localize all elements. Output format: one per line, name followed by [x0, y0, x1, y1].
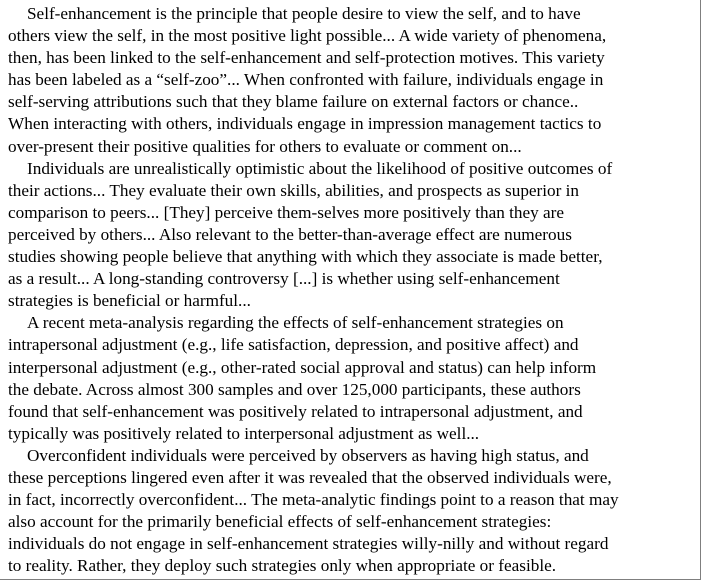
text-line: typically was positively related to interpersonal adjustment as well... — [8, 423, 480, 443]
text-line: intrapersonal adjustment (e.g., life satisfaction, depression, and positive affect) and — [8, 335, 579, 355]
text-line: Self-enhancement is the principle that people desire to view the self, and to have — [27, 4, 581, 23]
text-line: their actions... They evaluate their own skills, abilities, and prospects as superior in — [8, 180, 580, 200]
text-line: Overconfident individuals were perceived by observers as having high status, and — [27, 445, 589, 465]
text-line: in fact, incorrectly overconfident... The meta-analytic findings point to a reason that may — [8, 490, 619, 510]
text-line: found that self-enhancement was positively related to intrapersonal adjustment, and — [8, 401, 583, 421]
text-line: the debate. Across almost 300 samples and over 125,000 participants, these authors — [8, 379, 581, 399]
text-line: interpersonal adjustment (e.g., other-rated social approval and status) can help inform — [8, 357, 597, 377]
text-line: self-serving attributions such that they blame failure on external factors or chance.. — [8, 92, 579, 112]
paragraph-1 — [8, 3, 694, 158]
text-line: A recent meta-analysis regarding the effects of self-enhancement strategies on — [27, 313, 564, 333]
text-line: has been labeled as a “self-zoo”... When confronted with failure, individuals engage in — [8, 70, 604, 90]
text-line: then, has been linked to the self-enhancement and self-protection motives. This variety — [8, 48, 605, 68]
paragraph-4 — [8, 445, 694, 578]
paragraph-2 — [8, 158, 694, 313]
text-line: When interacting with others, individuals engage in impression management tactics to — [8, 114, 602, 134]
text-line: individuals do not engage in self-enhancement strategies willy-nilly and without regard — [8, 534, 609, 554]
text-line: strategies is beneficial or harmful... — [8, 291, 251, 311]
text-line: Individuals are unrealistically optimistic about the likelihood of positive outcomes of — [27, 158, 613, 178]
text-line: these perceptions lingered even after it was revealed that the observed individuals were, — [8, 467, 612, 487]
text-line: studies showing people believe that anything with which they associate is made better, — [8, 247, 603, 267]
text-line: as a result... A long-standing controversy [...] is whether using self-enhancement — [8, 269, 560, 289]
text-line: over-present their positive qualities for others to evaluate or comment on... — [8, 136, 522, 156]
text-line: perceived by others... Also relevant to the better-than-average effect are numerous — [8, 224, 572, 244]
text-line: comparison to peers... [They] perceive them-selves more positively than they are — [8, 202, 565, 222]
text-line: others view the self, in the most positive light possible... A wide variety of phenomena, — [8, 26, 607, 46]
paragraph-3 — [8, 312, 694, 445]
text-line: to reality. Rather, they deploy such strategies only when appropriate or feasible. — [8, 556, 557, 576]
text-line: also account for the primarily beneficial effects of self-enhancement strategies: — [8, 512, 552, 532]
